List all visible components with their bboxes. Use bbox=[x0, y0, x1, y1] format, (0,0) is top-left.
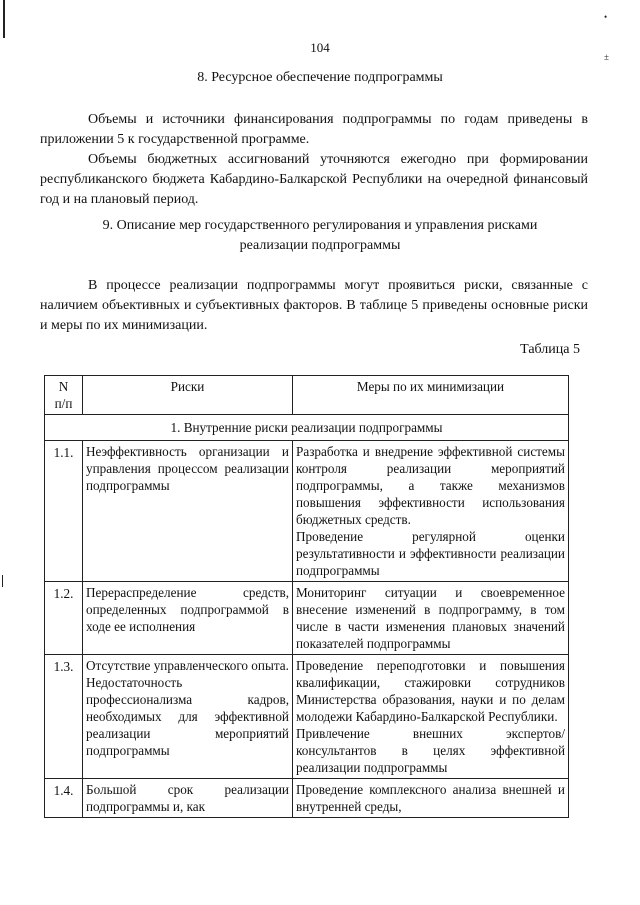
header-num: N п/п bbox=[45, 376, 83, 415]
section-9-title-line-2: реализации подпрограммы bbox=[239, 238, 401, 253]
row-risk: Неэффективность организации и управления процессом реализации подпрограммы bbox=[83, 441, 293, 582]
corner-mark-mid: ± bbox=[604, 52, 609, 62]
row-measures: Разработка и внедрение эффективной системы контроля реализации мероприятий подпрограммы, а также механизмов повышения эффективности использования бюджетных средств. Проведение регулярной оценки результативности и эффективности реализации подпрограммы bbox=[293, 441, 569, 582]
table-row bbox=[45, 779, 569, 818]
section-8-title: 8. Ресурсное обеспечение подпрограммы bbox=[197, 70, 443, 85]
section-8-paragraph-2: Объемы бюджетных ассигнований уточняются ежегодно при формировании республиканского бюджета Кабардино-Балкарской Республики на очередной финансовый год и на плановый период. bbox=[40, 152, 588, 207]
table-row bbox=[45, 582, 569, 655]
section-row-label: 1. Внутренние риски реализации подпрограммы bbox=[45, 415, 569, 441]
page-number: 104 bbox=[310, 40, 330, 55]
table-caption: Таблица 5 bbox=[520, 342, 580, 357]
section-9-paragraph: В процессе реализации подпрограммы могут проявиться риски, связанные с наличием объективных и субъективных факторов. В таблице 5 приведены основные риски и меры по их минимизации. bbox=[40, 278, 588, 333]
row-measures: Мониторинг ситуации и своевременное внесение изменений в подпрограмму, в том числе в части изменения плановых значений показателей подпрограммы bbox=[293, 582, 569, 655]
row-number: 1.1. bbox=[45, 441, 83, 582]
section-9-title bbox=[60, 216, 580, 256]
header-measures: Меры по их минимизации bbox=[293, 376, 569, 415]
row-measures: Проведение переподготовки и повышения квалификации, стажировки сотрудников Министерства образования, науки и по делам молодежи Кабардино-Балкарской Республики. Привлечение внешних экспертов/консультантов в целях эффективной реализации подпрограммы bbox=[293, 655, 569, 779]
row-risk: Большой срок реализации подпрограммы и, как bbox=[83, 779, 293, 818]
corner-mark-top: • bbox=[604, 12, 608, 22]
left-binding-mark bbox=[3, 0, 5, 38]
section-9-title-line-1: 9. Описание мер государственного регулирования и управления рисками bbox=[102, 218, 538, 233]
row-risk: Отсутствие управленческого опыта. Недостаточность профессионализма кадров, необходимых для эффективной реализации мероприятий подпрограммы bbox=[83, 655, 293, 779]
left-edge-mark bbox=[2, 575, 3, 587]
table-header-row bbox=[45, 376, 569, 415]
row-number: 1.2. bbox=[45, 582, 83, 655]
row-number: 1.3. bbox=[45, 655, 83, 779]
section-8-paragraph-1: Объемы и источники финансирования подпрограммы по годам приведены в приложении 5 к государственной программе. bbox=[40, 112, 588, 147]
row-number: 1.4. bbox=[45, 779, 83, 818]
table-row bbox=[45, 655, 569, 779]
row-measures: Проведение комплексного анализа внешней и внутренней среды, bbox=[293, 779, 569, 818]
table-section-row bbox=[45, 415, 569, 441]
risks-table bbox=[44, 375, 569, 818]
row-risk: Перераспределение средств, определенных подпрограммой в ходе ее исполнения bbox=[83, 582, 293, 655]
table-row bbox=[45, 441, 569, 582]
header-risks: Риски bbox=[83, 376, 293, 415]
